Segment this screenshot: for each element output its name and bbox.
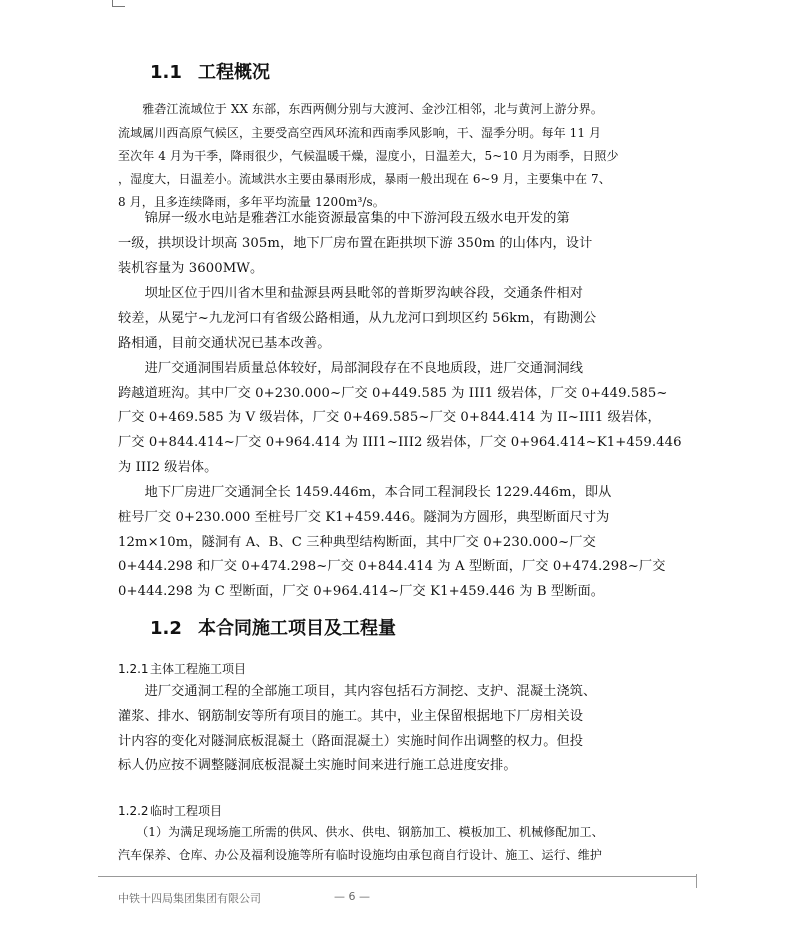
- text-line: 为 III2 级岩体。: [118, 460, 218, 475]
- section-heading-1-1: [150, 58, 270, 84]
- text-line: 流域属川西高原气候区，主要受高空西风环流和西南季风影响，干、湿季分明。每年 11 月: [118, 126, 602, 140]
- text-line: （1）为满足现场施工所需的供风、供水、供电、钢筋加工、模板加工、机械修配加工、: [118, 825, 604, 839]
- corner-crop-mark: [112, 0, 125, 7]
- footer-divider: [98, 876, 696, 877]
- section-title: 工程概况: [198, 62, 270, 83]
- subsection-title: 临时工程项目: [150, 804, 223, 818]
- text-line: 汽车保养、仓库、办公及福利设施等所有临时设施均由承包商自行设计、施工、运行、维护: [118, 848, 603, 862]
- text-line: 至次年 4 月为干季，降雨很少，气候温暖干燥，湿度小，日温差大，5~10 月为雨季，日照少: [118, 149, 619, 163]
- text-line: 0+444.298 为 C 型断面，厂交 0+964.414~厂交 K1+459.446 为 B 型断面。: [118, 584, 605, 599]
- text-line: 进厂交通洞围岩质量总体较好，局部洞段存在不良地质段，进厂交通洞洞线: [118, 361, 584, 376]
- text-line: 标人仍应按不调整隧洞底板混凝土实施时间来进行施工总进度安排。: [118, 758, 517, 773]
- text-line: 进厂交通洞工程的全部施工项目，其内容包括石方洞挖、支护、混凝土浇筑、: [118, 684, 597, 699]
- section-number: 1.2: [150, 618, 182, 639]
- text-line: 计内容的变化对隧洞底板混凝土（路面混凝土）实施时间作出调整的权力。但投: [118, 734, 584, 749]
- text-line: 厂交 0+469.585 为 V 级岩体，厂交 0+469.585~厂交 0+844.414 为 II~III1 级岩体，: [118, 410, 661, 425]
- footer-company: 中铁十四局集团集团有限公司: [118, 892, 261, 905]
- text-line: 8 月，且多连续降雨，多年平均流量 1200m³/s。: [118, 195, 385, 209]
- text-line: 路相通，目前交通状况已基本改善。: [118, 336, 331, 351]
- text-line: 锦屏一级水电站是雅砻江水能资源最富集的中下游河段五级水电开发的第: [118, 211, 570, 226]
- section-heading-1-2: [150, 614, 396, 640]
- text-line: 装机容量为 3600MW。: [118, 261, 264, 276]
- subsection-number: 1.2.1: [118, 662, 149, 676]
- text-line: 厂交 0+844.414~厂交 0+964.414 为 III1~III2 级岩体，厂交 0+964.414~K1+459.446: [118, 435, 682, 450]
- text-line: 12m×10m，隧洞有 A、B、C 三种典型结构断面，其中厂交 0+230.000~厂交: [118, 535, 596, 550]
- subsection-heading-1-2-1: [118, 660, 246, 677]
- footer-page-number: — 6 —: [334, 890, 370, 903]
- text-line: 桩号厂交 0+230.000 至桩号厂交 K1+459.446。隧洞为方圆形，典型断面尺寸为: [118, 510, 610, 525]
- text-line: 较差，从冕宁~九龙河口有省级公路相通，从九龙河口到坝区约 56km，有勘测公: [118, 311, 597, 326]
- text-line: 跨越道班沟。其中厂交 0+230.000~厂交 0+449.585 为 III1 级岩体，厂交 0+449.585~: [118, 386, 668, 401]
- section-number: 1.1: [150, 62, 182, 83]
- text-line: 坝址区位于四川省木里和盐源县两县毗邻的普斯罗沟峡谷段，交通条件相对: [118, 286, 584, 301]
- text-line: 雅砻江流域位于 XX 东部，东西两侧分别与大渡河、金沙江相邻，北与黄河上游分界。: [118, 102, 603, 116]
- subsection-heading-1-2-2: [118, 802, 222, 819]
- subsection-number: 1.2.2: [118, 804, 149, 818]
- text-line: 0+444.298 和厂交 0+474.298~厂交 0+844.414 为 A 型断面，厂交 0+474.298~厂交: [118, 559, 666, 574]
- footer-crop-mark: [672, 874, 697, 888]
- section-title: 本合同施工项目及工程量: [198, 618, 396, 639]
- text-line: 地下厂房进厂交通洞全长 1459.446m，本合同工程洞段长 1229.446m，即从: [118, 485, 612, 500]
- text-line: 灌浆、排水、钢筋制安等所有项目的施工。其中，业主保留根据地下厂房相关设: [118, 709, 584, 724]
- subsection-title: 主体工程施工项目: [150, 662, 247, 676]
- text-line: 一级，拱坝设计坝高 305m，地下厂房布置在距拱坝下游 350m 的山体内，设计: [118, 236, 593, 251]
- text-line: ，湿度大，日温差小。流域洪水主要由暴雨形成，暴雨一般出现在 6~9 月，主要集中在 7、: [118, 172, 611, 186]
